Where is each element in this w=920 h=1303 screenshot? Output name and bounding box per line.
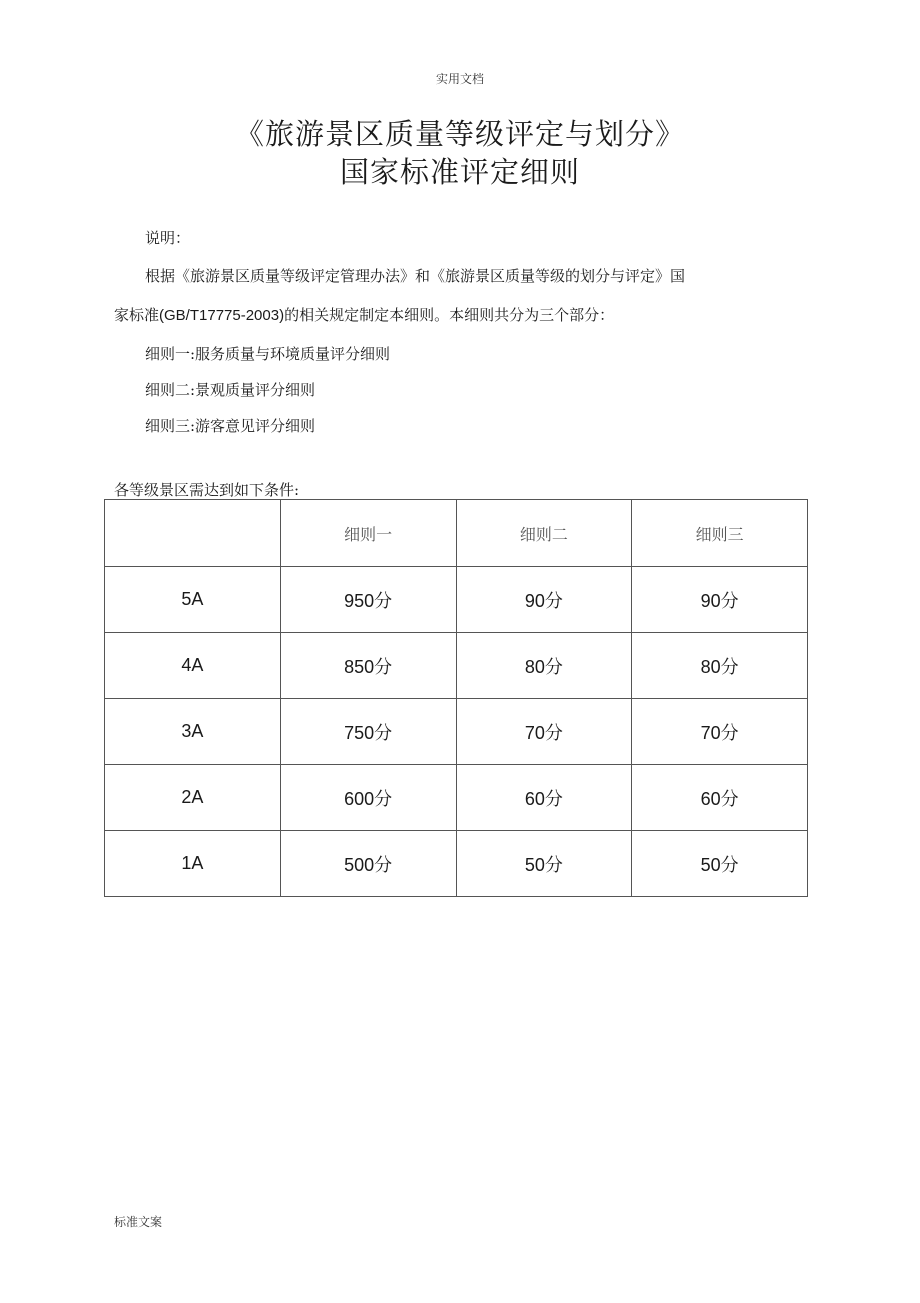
score-cell: 90分 [632,567,808,633]
score-cell: 70分 [456,699,632,765]
score-cell: 50分 [632,831,808,897]
page-footer-label: 标准文案 [114,1215,163,1229]
document-title-line-1: 《旅游景区质量等级评定与划分》 [234,117,685,151]
score-cell: 70分 [632,699,808,765]
table-row [105,831,808,897]
score-cell: 600分 [280,765,456,831]
grade-cell: 3A [105,699,281,765]
grade-cell: 5A [105,567,281,633]
grade-cell: 2A [105,765,281,831]
intro-paragraph-line-2-start: 家标准 [114,306,160,324]
table-caption: 各等级景区需达到如下条件: [114,481,300,499]
part-item-2: 细则二:景观质量评分细则 [145,381,316,399]
grade-requirements-table [104,499,808,897]
score-cell: 750分 [280,699,456,765]
header-cell-part-3: 细则三 [632,500,808,567]
page-header-label: 实用文档 [435,72,484,86]
table-row [105,699,808,765]
score-cell: 60分 [456,765,632,831]
intro-paragraph-line-1: 根据《旅游景区质量等级评定管理办法》和《旅游景区质量等级的划分与评定》国 [145,267,686,285]
intro-paragraph-line-2 [114,304,614,325]
score-cell: 80分 [632,633,808,699]
score-cell: 80分 [456,633,632,699]
header-cell-part-2: 细则二 [456,500,632,567]
intro-label: 说明： [145,229,191,247]
score-cell: 500分 [280,831,456,897]
score-cell: 90分 [456,567,632,633]
header-cell-part-1: 细则一 [280,500,456,567]
intro-paragraph-line-2-end: 的相关规定制定本细则。本细则共分为三个部分： [284,306,615,324]
part-item-3: 细则三:游客意见评分细则 [145,417,316,435]
table-header-row [105,500,808,567]
grade-cell: 4A [105,633,281,699]
header-cell-corner [105,500,281,567]
table-row [105,633,808,699]
score-cell: 950分 [280,567,456,633]
score-cell: 50分 [456,831,632,897]
score-cell: 60分 [632,765,808,831]
table-row [105,567,808,633]
standard-code: (GB/T17775-2003) [159,307,285,324]
part-item-1: 细则一:服务质量与环境质量评分细则 [145,345,391,363]
score-cell: 850分 [280,633,456,699]
table-row [105,765,808,831]
grade-cell: 1A [105,831,281,897]
document-title-line-2: 国家标准评定细则 [339,155,580,189]
